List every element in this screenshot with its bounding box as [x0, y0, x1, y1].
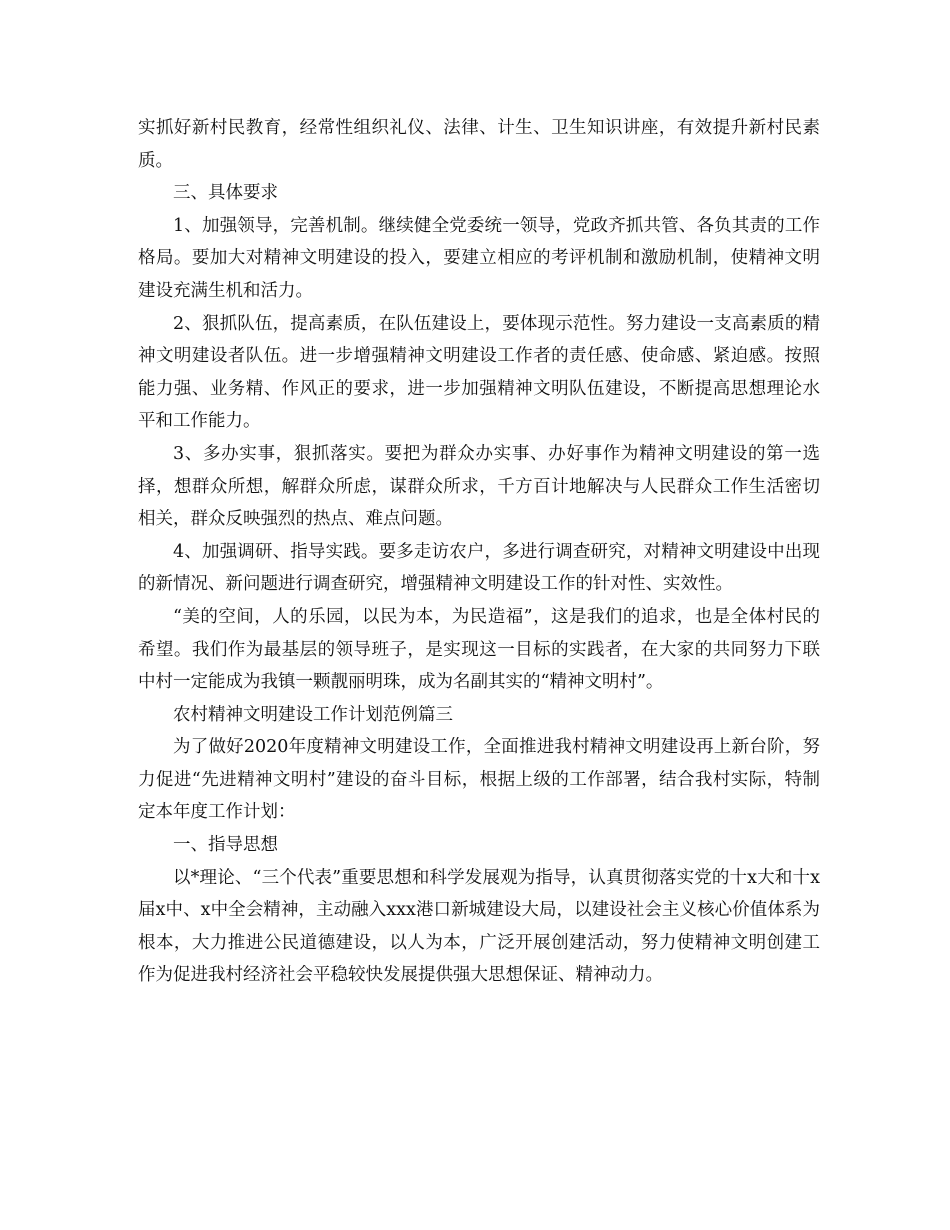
article-title-part-three: 农村精神文明建设工作计划范例篇三 [173, 704, 453, 725]
paragraph-requirement-4: 4、加强调研、指导实践。要多走访农户，多进行调查研究，对精神文明建设中出现的新情况、新问题进行调查研究，增强精神文明建设工作的针对性、实效性。 [138, 541, 820, 595]
paragraph-guiding-ideology: 以*理论、“三个代表”重要思想和科学发展观为指导，认真贯彻落实党的十x大和十x届x中、x中全会精神，主动融入xxx港口新城建设大局，以建设社会主义核心价值体系为根本，大力推进公民道德建设，以人为本，广泛开展创建活动，努力使精神文明创建工作为促进我村经济社会平稳较快发展提供强大思想保证、精神动力。 [138, 867, 820, 986]
section-heading-requirements: 三、具体要求 [173, 183, 278, 204]
paragraph-requirement-2: 2、狠抓队伍，提高素质，在队伍建设上，要体现示范性。努力建设一支高素质的精神文明建设者队伍。进一步增强精神文明建设工作者的责任感、使命感、紧迫感。按照能力强、业务精、作风正的要求，进一步加强精神文明队伍建设，不断提高思想理论水平和工作能力。 [138, 313, 820, 432]
document-body [138, 112, 820, 992]
paragraph-continuation: 实抓好新村民教育，经常性组织礼仪、法律、计生、卫生知识讲座，有效提升新村民素质。 [138, 118, 820, 171]
paragraph-requirement-1: 1、加强领导，完善机制。继续健全党委统一领导，党政齐抓共管、各负其责的工作格局。要加大对精神文明建设的投入，要建立相应的考评机制和激励机制，使精神文明建设充满生机和活力。 [138, 215, 820, 301]
paragraph-requirement-3: 3、多办实事，狠抓落实。要把为群众办实事、办好事作为精神文明建设的第一选择，想群众所想，解群众所虑，谋群众所求，千方百计地解决与人民群众工作生活密切相关，群众反映强烈的热点、难点问题。 [138, 443, 820, 530]
paragraph-intro: 为了做好2020年度精神文明建设工作，全面推进我村精神文明建设再上新台阶，努力促进“先进精神文明村”建设的奋斗目标，根据上级的工作部署，结合我村实际，特制定本年度工作计划： [138, 737, 820, 823]
section-heading-guiding-ideology: 一、指导思想 [173, 835, 278, 856]
paragraph-closing: “美的空间，人的乐园，以民为本，为民造福”，这是我们的追求，也是全体村民的希望。我们作为最基层的领导班子，是实现这一目标的实践者，在大家的共同努力下联中村一定能成为我镇一颗靓丽明珠，成为名副其实的“精神文明村”。 [138, 606, 820, 693]
